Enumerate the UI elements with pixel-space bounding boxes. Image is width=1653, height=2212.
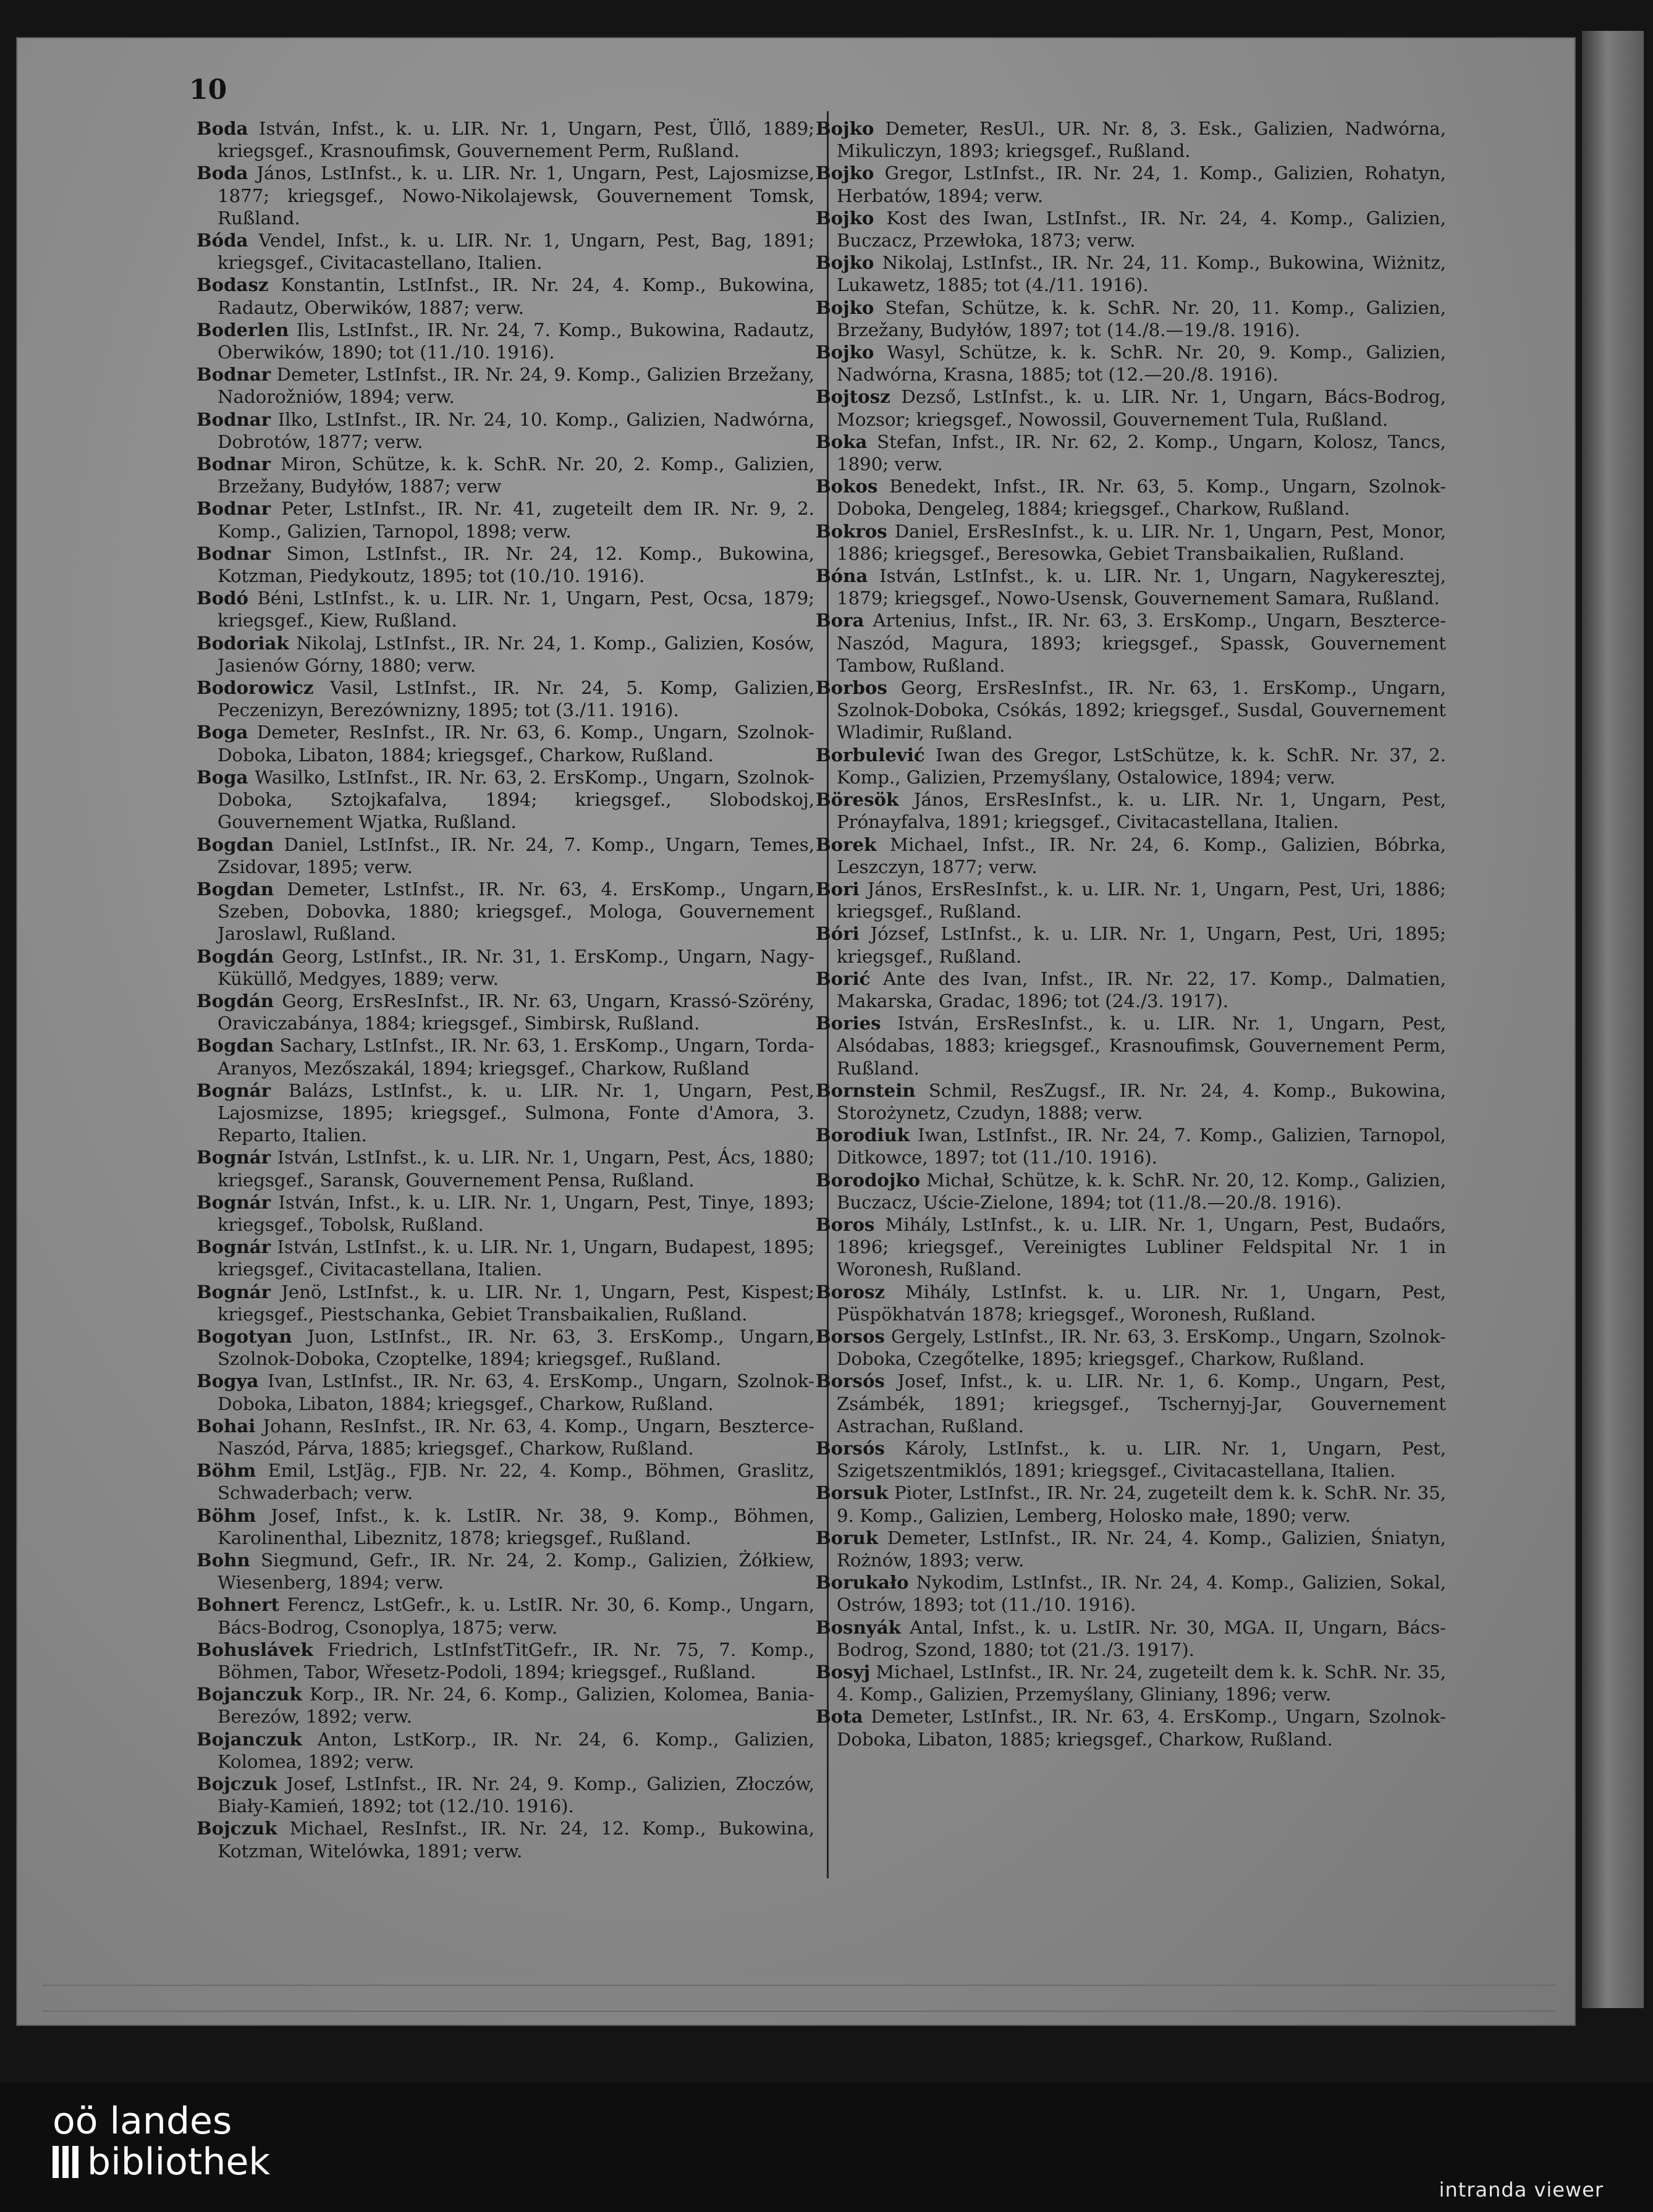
entry-details: János, ErsResInfst., k. u. LIR. Nr. 1, Ungarn, Pest, Uri, 1886; kriegsgef., Rußland.: [837, 878, 1446, 922]
register-entry: [816, 1124, 1446, 1168]
register-entry: [816, 1482, 1446, 1526]
entry-surname: Bodnar: [197, 364, 271, 386]
register-entry: [816, 1571, 1446, 1616]
entry-details: Iwan, LstInfst., IR. Nr. 24, 7. Komp., Galizien, Tarnopol, Ditkowce, 1897; tot (11./10. 1916).: [837, 1125, 1446, 1168]
register-entry: [197, 1415, 814, 1459]
entry-details: Demeter, ResUl., UR. Nr. 8, 3. Esk., Galizien, Nadwórna, Mikuliczyn, 1893; kriegsgef., Rußland.: [837, 118, 1446, 162]
entry-surname: Bodasz: [197, 274, 269, 296]
entry-surname: Bohn: [197, 1550, 250, 1571]
entry-details: Wasilko, LstInfst., IR. Nr. 63, 2. ErsKomp., Ungarn, Szolnok-Doboka, Sztojkafalva, 1894; kriegsgef., Slobodskoj, Gouvernement Wjatka, Rußland.: [218, 766, 814, 833]
entry-details: Mihály, LstInfst. k. u. LIR. Nr. 1, Ungarn, Pest, Püspökhatván 1878; kriegsgef., Woronesh, Rußland.: [837, 1281, 1446, 1325]
entry-surname: Bodorowicz: [197, 677, 314, 699]
entry-surname: Bodnar: [197, 498, 271, 520]
entry-surname: Bogdán: [197, 945, 274, 967]
entry-details: Josef, LstInfst., IR. Nr. 24, 9. Komp., Galizien, Złoczów, Biały-Kamień, 1892; tot (12./10. 1916).: [218, 1773, 815, 1817]
register-entry: [197, 721, 814, 766]
entry-surname: Boros: [816, 1214, 875, 1235]
entry-surname: Bojko: [816, 207, 874, 229]
entry-surname: Borsuk: [816, 1482, 889, 1504]
entry-details: Mihály, LstInfst., k. u. LIR. Nr. 1, Ungarn, Pest, Budaőrs, 1896; kriegsgef., Vereinigtes Lubliner Feldspital Nr. 1 in Woronesh, Rußland.: [837, 1214, 1447, 1280]
register-entry: [197, 1594, 814, 1638]
entry-surname: Bojko: [816, 252, 874, 274]
register-entry: [816, 1370, 1446, 1437]
logo-line-2: bibliothek: [87, 2140, 271, 2184]
entry-details: Peter, LstInfst., IR. Nr. 41, zugeteilt dem IR. Nr. 9, 2. Komp., Galizien, Tarnopol, 1898; verw.: [218, 498, 815, 542]
entry-surname: Bogdan: [197, 1035, 274, 1057]
entry-surname: Borbulević: [816, 744, 925, 766]
entry-surname: Borsós: [816, 1370, 885, 1392]
page-bottom-margin: [42, 1985, 1556, 2012]
register-entry: [816, 386, 1446, 430]
entry-details: Pioter, LstInfst., IR. Nr. 24, zugeteilt dem k. k. SchR. Nr. 35, 9. Komp., Galizien, Lemberg, Holosko małe, 1890; verw.: [837, 1482, 1447, 1526]
entry-details: Georg, ErsResInfst., IR. Nr. 63, Ungarn, Krassó-Szörény, Oraviczabánya, 1884; kriegsgef., Simbirsk, Rußland.: [218, 990, 814, 1034]
register-entry: [816, 1527, 1446, 1571]
entry-surname: Bohnert: [197, 1594, 280, 1616]
register-entry: [816, 1325, 1446, 1370]
register-entry: [816, 1661, 1446, 1705]
entry-details: Béni, LstInfst., k. u. LIR. Nr. 1, Ungarn, Pest, Ocsa, 1879; kriegsgef., Kiew, Rußland.: [218, 588, 814, 631]
register-entry: [816, 968, 1446, 1012]
entry-details: Ante des Ivan, Infst., IR. Nr. 22, 17. Komp., Dalmatien, Makarska, Gradac, 1896; tot (24./3. 1917).: [837, 968, 1446, 1011]
entry-details: Benedekt, Infst., IR. Nr. 63, 5. Komp., Ungarn, Szolnok-Doboka, Dengeleg, 1884; kriegsgef., Charkow, Rußland.: [837, 476, 1446, 520]
register-entry: [816, 475, 1446, 520]
register-entry: [197, 1549, 814, 1594]
register-entry: [197, 1325, 814, 1370]
entry-surname: Boga: [197, 722, 248, 743]
entry-surname: Bognár: [197, 1236, 271, 1258]
register-entry: [816, 1169, 1446, 1214]
entry-details: Daniel, ErsResInfst., k. u. LIR. Nr. 1, Ungarn, Pest, Monor, 1886; kriegsgef., Beresowka, Gebiet Transbaikalien, Rußland.: [837, 520, 1447, 564]
register-entry: [197, 632, 814, 677]
register-entry: [197, 1370, 814, 1414]
register-entry: [197, 117, 814, 162]
register-entry: [197, 162, 814, 229]
entry-details: József, LstInfst., k. u. LIR. Nr. 1, Ungarn, Pest, Uri, 1895; kriegsgef., Rußland.: [837, 923, 1446, 967]
register-entry: [197, 1191, 814, 1236]
register-entry: [197, 408, 814, 453]
entry-surname: Böhm: [197, 1460, 256, 1482]
entry-details: István, LstInfst., k. u. LIR. Nr. 1, Ungarn, Budapest, 1895; kriegsgef., Civitacastellana, Italien.: [218, 1236, 815, 1280]
entry-surname: Bognár: [197, 1147, 271, 1168]
entry-details: Georg, LstInfst., IR. Nr. 31, 1. ErsKomp., Ungarn, Nagy-Küküllő, Medgyes, 1889; verw.: [218, 945, 814, 989]
entry-surname: Bora: [816, 610, 865, 631]
register-entry: [197, 1817, 814, 1862]
right-column: [816, 117, 1446, 1750]
logo-line-1: oö landes: [53, 2100, 232, 2143]
entry-details: Michał, Schütze, k. k. SchR. Nr. 20, 12. Komp., Galizien, Buczacz, Uście-Zielone, 1894; tot (11./8.—20./8. 1916).: [837, 1169, 1446, 1213]
library-logo[interactable]: [53, 2101, 270, 2182]
entry-surname: Boderlen: [197, 319, 289, 340]
register-entry: [197, 990, 814, 1034]
register-entry: [816, 207, 1446, 251]
entry-details: Gregor, LstInfst., IR. Nr. 24, 1. Komp., Galizien, Rohatyn, Herbatów, 1894; verw.: [837, 163, 1447, 206]
entry-surname: Borić: [816, 968, 871, 989]
register-entry: [816, 1437, 1446, 1482]
entry-details: Juon, LstInfst., IR. Nr. 63, 3. ErsKomp., Ungarn, Szolnok-Doboka, Czoptelke, 1894; kriegsgef., Rußland.: [218, 1325, 815, 1370]
register-entry: [816, 431, 1446, 475]
entry-details: Kost des Iwan, LstInfst., IR. Nr. 24, 4. Komp., Galizien, Buczacz, Przewłoka, 1873; verw.: [837, 207, 1447, 251]
entry-details: Stefan, Schütze, k. k. SchR. Nr. 20, 11. Komp., Galizien, Brzežany, Budyłów, 1897; tot (14./8.—19./8. 1916).: [837, 297, 1446, 340]
entry-surname: Boga: [197, 766, 248, 788]
register-entry: [197, 1079, 814, 1147]
register-entry: [197, 542, 814, 587]
register-entry: [197, 1459, 814, 1504]
entry-surname: Bojko: [816, 163, 874, 184]
entry-surname: Borosz: [816, 1281, 885, 1302]
entry-details: Josef, Infst., k. k. LstIR. Nr. 38, 9. Komp., Böhmen, Karolinenthal, Libeznitz, 1878; kriegsgef., Rußland.: [218, 1505, 814, 1548]
entry-surname: Bogdán: [197, 990, 274, 1011]
entry-details: Michael, ResInfst., IR. Nr. 24, 12. Komp., Bukowina, Kotzman, Witelówka, 1891; verw.: [218, 1818, 814, 1862]
entry-surname: Bojko: [816, 297, 874, 318]
entry-surname: Borodiuk: [816, 1125, 910, 1146]
entry-surname: Bodó: [197, 588, 249, 609]
entry-surname: Bognár: [197, 1079, 271, 1101]
entry-surname: Bosyj: [816, 1661, 871, 1683]
register-entry: [197, 363, 814, 408]
register-entry: [816, 878, 1446, 922]
register-entry: [197, 453, 814, 497]
register-entry: [816, 520, 1446, 565]
entry-surname: Bodnar: [197, 542, 271, 564]
entry-surname: Bóna: [816, 565, 868, 587]
register-entry: [816, 1705, 1446, 1750]
entry-surname: Bories: [816, 1013, 881, 1034]
entry-details: Vasil, LstInfst., IR. Nr. 24, 5. Komp, Galizien, Peczenizyn, Berezównizny, 1895; tot (3./11. 1916).: [218, 677, 814, 721]
adjacent-page-edge: [1582, 31, 1644, 2008]
entry-details: Emil, LstJäg., FJB. Nr. 22, 4. Komp., Böhmen, Graslitz, Schwaderbach; verw.: [218, 1460, 814, 1504]
entry-surname: Bóri: [816, 923, 860, 945]
entry-details: Jenö, LstInfst., k. u. LIR. Nr. 1, Ungarn, Pest, Kispest; kriegsgef., Piestschanka, Gebiet Transbaikalien, Rußland.: [218, 1281, 815, 1325]
entry-details: Demeter, ResInfst., IR. Nr. 63, 6. Komp., Ungarn, Szolnok-Doboka, Libaton, 1884; kriegsgef., Charkow, Rußland.: [218, 722, 814, 766]
viewer-brand[interactable]: intranda viewer: [1439, 2178, 1604, 2201]
entry-details: Dezső, LstInfst., k. u. LIR. Nr. 1, Ungarn, Bács-Bodrog, Mozsor; kriegsgef., Nowossil, Gouvernement Tula, Rußland.: [837, 386, 1447, 430]
register-entry: [197, 945, 814, 990]
register-entry: [197, 497, 814, 542]
entry-surname: Bóda: [197, 230, 248, 251]
register-entry: [816, 922, 1446, 967]
entry-surname: Bojko: [816, 342, 874, 363]
entry-details: Demeter, LstInfst., IR. Nr. 24, 9. Komp., Galizien Brzežany, Nadorožniów, 1894; verw.: [218, 364, 814, 408]
entry-surname: Bogotyan: [197, 1325, 292, 1347]
entry-details: Károly, LstInfst., k. u. LIR. Nr. 1, Ungarn, Pest, Szigetszentmiklós, 1891; kriegsgef., Civitacastellana, Italien.: [837, 1437, 1447, 1482]
register-entry: [816, 677, 1446, 744]
register-entry: [816, 609, 1446, 677]
register-entry: [816, 788, 1446, 833]
entry-surname: Bodnar: [197, 454, 271, 475]
entry-surname: Bota: [816, 1706, 863, 1728]
entry-details: Schmil, ResZugsf., IR. Nr. 24, 4. Komp., Bukowina, Storożynetz, Czudyn, 1888; verw.: [837, 1079, 1446, 1123]
entry-details: Michael, Infst., IR. Nr. 24, 6. Komp., Galizien, Bóbrka, Leszczyn, 1877; verw.: [837, 834, 1446, 877]
entry-surname: Bojczuk: [197, 1773, 277, 1795]
entry-details: Friedrich, LstInfstTitGefr., IR. Nr. 75, 7. Komp., Böhmen, Tabor, Wřesetz-Podoli, 1894; kriegsgef., Rußland.: [218, 1639, 814, 1683]
entry-details: Iwan des Gregor, LstSchütze, k. k. SchR. Nr. 37, 2. Komp., Galizien, Przemyślany, Ostalowice, 1894; verw.: [837, 744, 1446, 788]
entry-details: Anton, LstKorp., IR. Nr. 24, 6. Komp., Galizien, Kolomea, 1892; verw.: [218, 1728, 814, 1772]
entry-surname: Borsos: [816, 1325, 885, 1347]
register-entry: [197, 229, 814, 274]
entry-surname: Bognár: [197, 1281, 271, 1302]
entry-details: Georg, ErsResInfst., IR. Nr. 63, 1. ErsKomp., Ungarn, Szolnok-Doboka, Csókás, 1892; kriegsgef., Susdal, Gouvernement Wladimir, Rußland.: [837, 677, 1446, 743]
entry-details: Johann, ResInfst., IR. Nr. 63, 4. Komp., Ungarn, Beszterce-Naszód, Párva, 1885; kriegsgef., Charkow, Rußland.: [218, 1415, 814, 1459]
entry-details: János, LstInfst., k. u. LIR. Nr. 1, Ungarn, Pest, Lajosmizse, 1877; kriegsgef., Nowo-Nikolajewsk, Gouvernement Tomsk, Rußland.: [218, 163, 815, 229]
register-entry: [197, 1146, 814, 1191]
register-entry: [197, 1281, 814, 1325]
entry-surname: Borsós: [816, 1437, 885, 1459]
entry-details: Josef, Infst., k. u. LIR. Nr. 1, 6. Komp., Ungarn, Pest, Zsámbék, 1891; kriegsgef., Tschernyj-Jar, Gouvernement Astrachan, Rußland.: [837, 1370, 1446, 1437]
logo-bars-icon: [53, 2146, 78, 2178]
entry-details: Nikolaj, LstInfst., IR. Nr. 24, 11. Komp., Bukowina, Wiżnitz, Lukawetz, 1885; tot (4./11. 1916).: [837, 252, 1446, 296]
entry-details: Stefan, Infst., IR. Nr. 62, 2. Komp., Ungarn, Kolosz, Tancs, 1890; verw.: [837, 431, 1446, 475]
register-entry: [816, 834, 1446, 878]
entry-surname: Bojanczuk: [197, 1684, 302, 1705]
entry-details: Demeter, LstInfst., IR. Nr. 24, 4. Komp., Galizien, Śniatyn, Rożnów, 1893; verw.: [837, 1527, 1447, 1571]
entry-surname: Bornstein: [816, 1079, 916, 1101]
entry-details: Sachary, LstInfst., IR. Nr. 63, 1. ErsKomp., Ungarn, Torda-Aranyos, Mezőszakál, 1894; kriegsgef., Charkow, Rußland: [218, 1035, 814, 1079]
page-number: 10: [189, 74, 227, 106]
register-entry: [197, 274, 814, 318]
entry-details: Ferencz, LstGefr., k. u. LstIR. Nr. 30, 6. Komp., Ungarn, Bács-Bodrog, Csonoplya, 1875; verw.: [218, 1594, 815, 1638]
register-entry: [197, 1773, 814, 1817]
register-entry: [816, 744, 1446, 788]
entry-details: Balázs, LstInfst., k. u. LIR. Nr. 1, Ungarn, Pest, Lajosmizse, 1895; kriegsgef., Sulmona, Fonte d'Amora, 3. Reparto, Italien.: [218, 1079, 815, 1146]
register-entry: [816, 1079, 1446, 1124]
entry-details: Michael, LstInfst., IR. Nr. 24, zugeteilt dem k. k. SchR. Nr. 35, 4. Komp., Galizien, Przemyślany, Gliniany, 1896; verw.: [837, 1661, 1446, 1705]
entry-details: Nikolaj, LstInfst., IR. Nr. 24, 1. Komp., Galizien, Kosów, Jasienów Górny, 1880; verw.: [218, 632, 814, 676]
entry-surname: Boruk: [816, 1527, 878, 1548]
entry-details: István, LstInfst., k. u. LIR. Nr. 1, Ungarn, Nagykeresztej, 1879; kriegsgef., Nowo-Usensk, Gouvernement Samara, Rußland.: [837, 565, 1446, 609]
entry-surname: Bodnar: [197, 408, 271, 430]
register-entry: [197, 1236, 814, 1280]
entry-surname: Bognár: [197, 1191, 271, 1213]
register-entry: [816, 341, 1446, 386]
entry-surname: Borodojko: [816, 1169, 921, 1191]
register-entry: [197, 1034, 814, 1079]
entry-surname: Bojczuk: [197, 1818, 277, 1839]
entry-details: István, Infst., k. u. LIR. Nr. 1, Ungarn, Pest, Üllő, 1889; kriegsgef., Krasnoufimsk, Gouvernement Perm, Rußland.: [218, 118, 814, 162]
register-entry: [197, 319, 814, 363]
entry-details: Wasyl, Schütze, k. k. SchR. Nr. 20, 9. Komp., Galizien, Nadwórna, Krasna, 1885; tot (12.—20./8. 1916).: [837, 342, 1446, 386]
left-column: [197, 117, 814, 1862]
entry-surname: Böhm: [197, 1505, 256, 1526]
entry-details: Artenius, Infst., IR. Nr. 63, 3. ErsKomp., Ungarn, Beszterce-Naszód, Magura, 1893; kriegsgef., Spassk, Gouvernement Tambow, Rußland.: [837, 610, 1446, 676]
entry-surname: Bogya: [197, 1370, 259, 1392]
register-entry: [816, 162, 1446, 206]
entry-details: János, ErsResInfst., k. u. LIR. Nr. 1, Ungarn, Pest, Prónayfalva, 1891; kriegsgef., Civitacastellana, Italien.: [837, 789, 1446, 833]
entry-details: Demeter, LstInfst., IR. Nr. 63, 4. ErsKomp., Ungarn, Szolnok-Doboka, Libaton, 1885; kriegsgef., Charkow, Rußland.: [837, 1706, 1446, 1750]
register-entry: [816, 1012, 1446, 1079]
entry-surname: Borbos: [816, 677, 887, 699]
entry-surname: Bodoriak: [197, 632, 289, 654]
entry-surname: Borukało: [816, 1572, 909, 1594]
entry-surname: Boda: [197, 118, 248, 139]
entry-details: Vendel, Infst., k. u. LIR. Nr. 1, Ungarn, Pest, Bag, 1891; kriegsgef., Civitacastellano, Italien.: [218, 230, 814, 274]
entry-details: Korp., IR. Nr. 24, 6. Komp., Galizien, Kolomea, Bania-Berezów, 1892; verw.: [218, 1684, 814, 1728]
entry-details: Daniel, LstInfst., IR. Nr. 24, 7. Komp., Ungarn, Temes, Zsidovar, 1895; verw.: [218, 834, 815, 877]
entry-surname: Bokros: [816, 520, 887, 542]
entry-surname: Bojtosz: [816, 386, 890, 408]
entry-details: Siegmund, Gefr., IR. Nr. 24, 2. Komp., Galizien, Żółkiew, Wiesenberg, 1894; verw.: [218, 1550, 814, 1594]
entry-surname: Bojko: [816, 118, 874, 139]
register-entry: [197, 766, 814, 834]
register-entry: [197, 1639, 814, 1683]
entry-surname: Bohai: [197, 1415, 256, 1437]
register-entry: [816, 297, 1446, 341]
entry-details: Nykodim, LstInfst., IR. Nr. 24, 4. Komp., Galizien, Sokal, Ostrów, 1893; tot (11./10. 1916).: [837, 1572, 1446, 1616]
register-entry: [197, 587, 814, 631]
entry-surname: Boka: [816, 431, 868, 452]
entry-details: István, ErsResInfst., k. u. LIR. Nr. 1, Ungarn, Pest, Alsódabas, 1883; kriegsgef., Krasnoufimsk, Gouvernement Perm, Rußland.: [837, 1013, 1446, 1079]
entry-surname: Bosnyák: [816, 1616, 901, 1638]
register-entry: [197, 878, 814, 945]
entry-surname: Boda: [197, 163, 248, 184]
register-entry: [197, 1505, 814, 1549]
register-entry: [816, 565, 1446, 609]
register-entry: [197, 1683, 814, 1728]
entry-details: Demeter, LstInfst., IR. Nr. 63, 4. ErsKomp., Ungarn, Szeben, Dobovka, 1880; kriegsgef., Mologa, Gouvernement Jaroslawl, Rußland.: [218, 878, 815, 945]
entry-surname: Bori: [816, 878, 860, 900]
register-entry: [816, 1281, 1446, 1325]
register-entry: [816, 1214, 1446, 1281]
register-entry: [197, 834, 814, 878]
entry-details: István, LstInfst., k. u. LIR. Nr. 1, Ungarn, Pest, Ács, 1880; kriegsgef., Saransk, Gouvernement Pensa, Rußland.: [218, 1147, 814, 1191]
entry-details: Gergely, LstInfst., IR. Nr. 63, 3. ErsKomp., Ungarn, Szolnok-Doboka, Czegőtelke, 1895; kriegsgef., Charkow, Rußland.: [837, 1325, 1446, 1370]
entry-surname: Bogdan: [197, 834, 274, 855]
entry-surname: Bohuslávek: [197, 1639, 313, 1660]
entry-details: Ilko, LstInfst., IR. Nr. 24, 10. Komp., Galizien, Nadwórna, Dobrotów, 1877; verw.: [218, 408, 814, 452]
register-entry: [816, 1616, 1446, 1661]
entry-surname: Bogdan: [197, 878, 274, 900]
entry-surname: Bokos: [816, 476, 878, 497]
entry-surname: Bojanczuk: [197, 1728, 302, 1750]
entry-details: István, Infst., k. u. LIR. Nr. 1, Ungarn, Pest, Tinye, 1893; kriegsgef., Tobolsk, Rußland.: [218, 1191, 814, 1235]
entry-details: Konstantin, LstInfst., IR. Nr. 24, 4. Komp., Bukowina, Radautz, Oberwików, 1887; verw.: [218, 274, 814, 318]
entry-details: Antal, Infst., k. u. LstIR. Nr. 30, MGA. II, Ungarn, Bács-Bodrog, Szond, 1880; tot (21./3. 1917).: [837, 1616, 1446, 1660]
register-entry: [197, 677, 814, 721]
entry-details: Miron, Schütze, k. k. SchR. Nr. 20, 2. Komp., Galizien, Brzežany, Budyłów, 1887; verw: [218, 454, 814, 497]
entry-details: Ivan, LstInfst., IR. Nr. 63, 4. ErsKomp., Ungarn, Szolnok-Doboka, Libaton, 1884; kriegsgef., Charkow, Rußland.: [218, 1370, 814, 1414]
register-entry: [197, 1728, 814, 1773]
entry-details: Simon, LstInfst., IR. Nr. 24, 12. Komp., Bukowina, Kotzman, Piedykoutz, 1895; tot (10./10. 1916).: [218, 542, 815, 587]
register-entry: [816, 117, 1446, 162]
entry-details: Ilis, LstInfst., IR. Nr. 24, 7. Komp., Bukowina, Radautz, Oberwików, 1890; tot (11./10. 1916).: [218, 319, 814, 363]
register-entry: [816, 251, 1446, 296]
entry-surname: Böresök: [816, 789, 899, 811]
entry-surname: Borek: [816, 834, 877, 855]
